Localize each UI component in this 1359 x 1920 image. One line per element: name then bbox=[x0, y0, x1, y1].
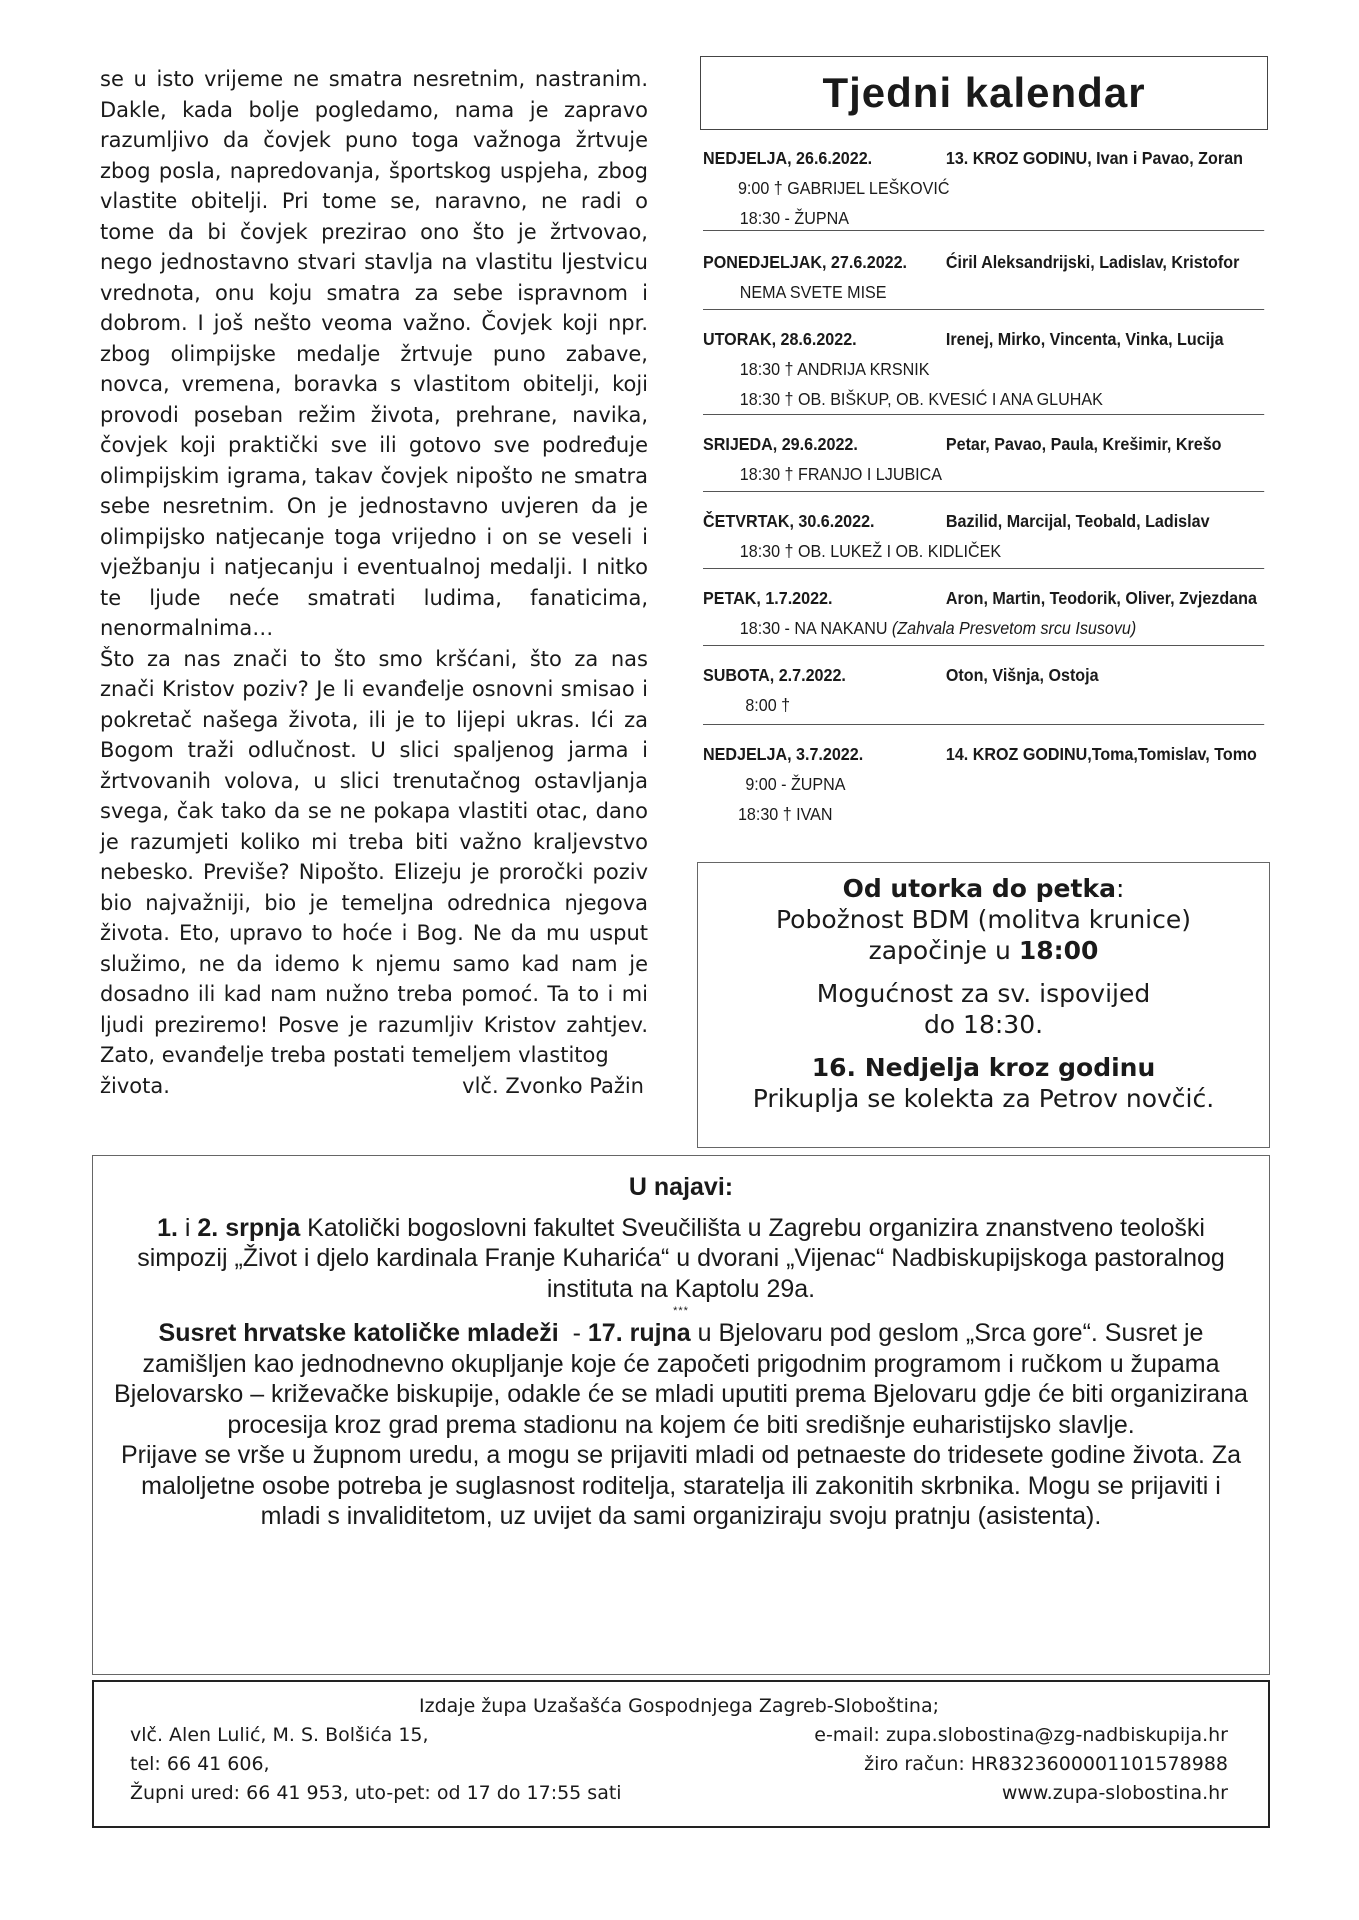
calendar-day bbox=[703, 569, 1264, 646]
calendar-day-saints: Aron, Martin, Teodorik, Oliver, Zvjezdana bbox=[945, 588, 1257, 608]
calendar-mass-text: 18:30 - NA NAKANU bbox=[739, 618, 888, 638]
calendar-day bbox=[703, 492, 1264, 569]
calendar-day-saints: 13. KROZ GODINU, Ivan i Pavao, Zoran bbox=[945, 148, 1243, 168]
info-start-text: započinje u bbox=[868, 936, 1019, 965]
announcement-item-2-text: u Bjelovaru pod geslom „Srca gore“. Susret je zamišljen kao jednodnevno okupljanje koje će započeti prigodnim programom i ručkom u župama Bjelovarsko – križevačke biskupije, odakle će se mladi uputiti prema Bjelovaru gdje će biti organizirana procesija kroz grad prema stadionu na kojem će biti središnje euharistijsko slavlje. bbox=[114, 1319, 1248, 1439]
calendar-day-date: PONEDJELJAK, 27.6.2022. bbox=[703, 252, 908, 272]
footer-row-3 bbox=[130, 1779, 1228, 1808]
article-signature-row bbox=[100, 1071, 648, 1102]
announcement-item-1-day1: 1. bbox=[157, 1213, 178, 1242]
calendar-day-date: ČETVRTAK, 30.6.2022. bbox=[703, 511, 875, 531]
calendar-day bbox=[703, 143, 1264, 231]
info-sunday-title: 16. Nedjelja kroz godinu bbox=[811, 1053, 1156, 1082]
announcement-item-2 bbox=[113, 1318, 1249, 1440]
calendar-mass: 18:30 † OB. LUKEŽ I OB. KIDLIČEK bbox=[739, 541, 1002, 561]
calendar-day-date: PETAK, 1.7.2022. bbox=[703, 588, 833, 608]
announcement-item-2-dash: - bbox=[558, 1319, 588, 1347]
info-rosary: Pobožnost BDM (molitva krunice) bbox=[775, 905, 1192, 934]
article-last-line: života. bbox=[100, 1073, 170, 1098]
footer-row-1 bbox=[130, 1721, 1228, 1750]
calendar-title-box bbox=[700, 56, 1268, 130]
calendar-day-saints: Irenej, Mirko, Vincenta, Vinka, Lucija bbox=[945, 329, 1224, 349]
info-collection: Prikuplja se kolekta za Petrov novčić. bbox=[752, 1084, 1215, 1113]
announcement-item-1-and: i bbox=[177, 1213, 198, 1242]
info-start-time: 18:00 bbox=[1018, 936, 1099, 965]
calendar-mass: 9:00 - ŽUPNA bbox=[745, 774, 846, 794]
calendar-day-saints: 14. KROZ GODINU,Toma,Tomislav, Tomo bbox=[945, 744, 1257, 764]
calendar-mass: 9:00 † GABRIJEL LEŠKOVIĆ bbox=[737, 178, 950, 198]
calendar-day bbox=[703, 310, 1264, 415]
info-heading-text: Od utorka do petka bbox=[842, 874, 1116, 903]
info-box bbox=[697, 862, 1270, 1148]
calendar-day-saints: Oton, Višnja, Ostoja bbox=[945, 665, 1099, 685]
calendar-mass: 18:30 † FRANJO I LJUBICA bbox=[739, 464, 943, 484]
calendar-day-saints: Ćiril Aleksandrijski, Ladislav, Kristofor bbox=[945, 252, 1240, 272]
footer-account: žiro račun: HR8323600001101578988 bbox=[864, 1753, 1228, 1775]
info-start bbox=[698, 935, 1269, 966]
footer-email[interactable]: e-mail: zupa.slobostina@zg-nadbiskupija.hr bbox=[814, 1724, 1228, 1746]
info-confession-1: Mogućnost za sv. ispovijed bbox=[816, 979, 1151, 1008]
footer bbox=[92, 1680, 1270, 1828]
article-paragraph-1: se u isto vrijeme ne smatra nesretnim, nastranim. Dakle, kada bolje pogledamo, nama je zapravo razumljivo da čovjek puno toga važnoga žrtvuje zbog posla, napredovanja, športskog uspjeha, zbog vlastite obitelji. Pri tome se, naravno, ne radi o tome da bi čovjek prezirao ono što je žrtvovao, nego jednostavno stvari stavlja na vlastitu ljestvicu vrednota, onu koju smatra za sebe ispravnom i dobrom. I još nešto veoma važno. Čovjek koji npr. zbog olimpijske medalje žrtvuje puno zabave, novca, vremena, boravka s vlastitom obitelji, koji provodi poseban režim života, prehrane, navika, čovjek koji praktički sve ili gotovo sve podređuje olimpijskim igrama, takav čovjek nipošto ne smatra sebe nesretnim. On je jednostavno uvjeren da je olimpijsko natjecanje toga vrijedno i on se veseli i vježbanju i natjecanju i eventualnoj medalji. I nitko te ljude neće smatrati ludima, fanaticima, nenormalnima… bbox=[100, 67, 648, 640]
footer-office: Župni ured: 66 41 953, uto-pet: od 17 do 17:55 sati bbox=[130, 1782, 622, 1804]
calendar-mass: 8:00 † bbox=[745, 695, 791, 715]
calendar-day-date: NEDJELJA, 26.6.2022. bbox=[703, 148, 873, 168]
announcement-separator: *** bbox=[673, 1305, 689, 1317]
calendar-day bbox=[703, 231, 1264, 310]
info-heading-colon: : bbox=[1115, 874, 1125, 903]
calendar-mass: 18:30 † ANDRIJA KRSNIK bbox=[739, 359, 930, 379]
footer-address: vlč. Alen Lulić, M. S. Bolšića 15, bbox=[130, 1724, 429, 1746]
footer-website[interactable]: www.zupa-slobostina.hr bbox=[1001, 1782, 1228, 1804]
announcement-box bbox=[92, 1155, 1270, 1675]
article-signature: vlč. Zvonko Pažin bbox=[462, 1073, 644, 1098]
footer-row-2 bbox=[130, 1750, 1228, 1779]
calendar-day-saints: Bazilid, Marcijal, Teobald, Ladislav bbox=[945, 511, 1210, 531]
footer-phone: tel: 66 41 606, bbox=[130, 1753, 270, 1775]
calendar-day-date: SRIJEDA, 29.6.2022. bbox=[703, 434, 858, 454]
article-paragraph-2: Što za nas znači to što smo kršćani, što za nas znači Kristov poziv? Je li evanđelje osnovni smisao i pokretač našega života, ili je to lijepi ukras. Ići za Bogom traži odlučnost. U slici spaljenog jarma i žrtvovanih volova, u slici trenutačnog ostavljanja svega, čak tako da se ne pokapa vlastiti otac, dano je razumjeti koliko mi treba biti važno kraljevstvo nebesko. Previše? Nipošto. Elizeju je proročki poziv bio najvažniji, bio je temeljna odrednica njegova života. Eto, upravo to hoće i Bog. Ne da mu usput služimo, ne da idemo k njemu samo kad nam je dosadno ili kad nam nužno treba pomoć. Ta to i mi ljudi preziremo! Posve je razumljiv Kristov zahtjev. Zato, evanđelje treba postati temeljem vlastitog bbox=[100, 646, 648, 1067]
article bbox=[100, 64, 648, 1101]
calendar-mass: 18:30 - ŽUPNA bbox=[739, 208, 849, 228]
announcement-title: U najavi: bbox=[628, 1173, 734, 1201]
calendar-title: Tjedni kalendar bbox=[822, 69, 1146, 116]
calendar-mass: NEMA SVETE MISE bbox=[739, 282, 887, 302]
calendar-day bbox=[703, 725, 1264, 829]
calendar-day-saints: Petar, Pavao, Paula, Krešimir, Krešo bbox=[945, 434, 1222, 454]
calendar-day bbox=[703, 646, 1264, 725]
announcement-item-2-date: 17. rujna bbox=[587, 1319, 691, 1347]
announcement-signup: Prijave se vrše u župnom uredu, a mogu se prijaviti mladi od petnaeste do tridesete godine života. Za maloljetne osobe potreba je suglasnost roditelja, staratelja ili zakonitih skrbnika. Mogu se prijaviti i mladi s invaliditetom, uz uvijet da sami organiziraju svoju pratnju (asistenta). bbox=[120, 1441, 1242, 1530]
calendar-mass-note: (Zahvala Presvetom srcu Isusovu) bbox=[891, 618, 1137, 638]
calendar-day-date: SUBOTA, 2.7.2022. bbox=[703, 665, 846, 685]
info-heading bbox=[698, 873, 1269, 904]
announcement-item-1-text: Katolički bogoslovni fakultet Sveučilišta u Zagrebu organizira znanstveno teološki simpozij „Život i djelo kardinala Franje Kuharića“ u dvorani „Vijenac“ Nadbiskupijskoga pastoralnog instituta na Kaptolu 29a. bbox=[137, 1213, 1225, 1303]
announcement-item-1 bbox=[113, 1213, 1249, 1305]
calendar-list bbox=[703, 143, 1265, 829]
calendar-mass bbox=[703, 613, 1264, 643]
calendar-mass: 18:30 † IVAN bbox=[737, 804, 833, 824]
announcement-item-2-title: Susret hrvatske katoličke mladeži bbox=[158, 1319, 559, 1347]
calendar-day-date: NEDJELJA, 3.7.2022. bbox=[703, 744, 864, 764]
calendar-day bbox=[703, 415, 1264, 492]
calendar-mass: 18:30 † OB. BIŠKUP, OB. KVESIĆ I ANA GLUHAK bbox=[739, 389, 1103, 409]
footer-publisher: Izdaje župa Uzašašća Gospodnjega Zagreb-Sloboština; bbox=[419, 1695, 939, 1717]
calendar-day-date: UTORAK, 28.6.2022. bbox=[703, 329, 857, 349]
info-confession-2: do 18:30. bbox=[923, 1010, 1044, 1039]
announcement-item-1-day2: 2. srpnja bbox=[197, 1213, 301, 1242]
